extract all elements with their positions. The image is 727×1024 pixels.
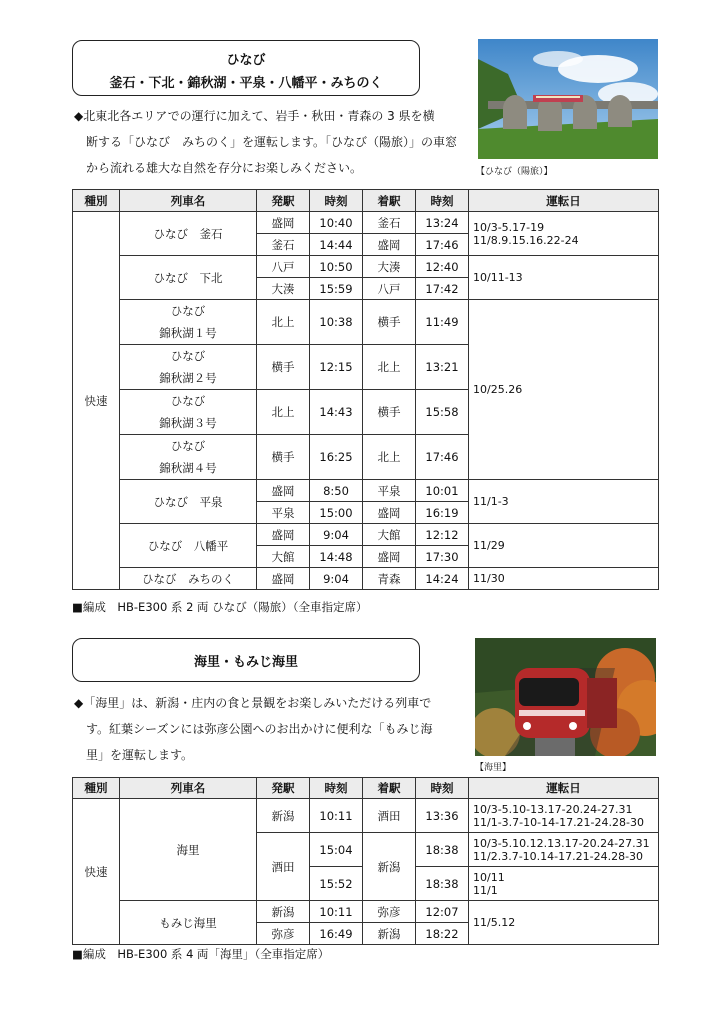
kairi-intro	[74, 690, 432, 768]
arr-time: 17:46	[416, 435, 469, 480]
dep-station: 北上	[257, 390, 310, 435]
days-line: 11/8.9.15.16.22-24	[473, 233, 579, 247]
header-dep-time: 時刻	[310, 778, 363, 799]
header-type: 種別	[73, 778, 120, 799]
arr-station: 酒田	[363, 799, 416, 833]
train-name: ひなび 八幡平	[120, 524, 257, 568]
days-line: 10/3-5.10-13.17-20.24-27.31	[473, 802, 633, 816]
intro-line: ◆北東北各エリアでの運行に加えて、岩手・秋田・青森の 3 県を横	[74, 109, 435, 123]
arr-time: 18:22	[416, 923, 469, 945]
operating-days: 10/11-13	[469, 256, 659, 300]
kairi-photo-caption: 【海里】	[475, 763, 512, 773]
hinabi-title-box	[72, 40, 420, 96]
dep-station: 弥彦	[257, 923, 310, 945]
train-name: もみじ海里	[120, 901, 257, 945]
train-name-line: 錦秋湖１号	[159, 326, 217, 340]
arr-station: 新潟	[363, 833, 416, 901]
dep-station: 新潟	[257, 799, 310, 833]
arr-station: 青森	[363, 568, 416, 590]
days-line: 10/11	[473, 870, 505, 884]
train-name	[120, 435, 257, 480]
hinabi-photo-caption: 【ひなび（陽旅）】	[476, 167, 553, 177]
dep-time: 9:04	[310, 568, 363, 590]
header-arr: 着駅	[363, 190, 416, 212]
operating-days: 11/1-3	[469, 480, 659, 524]
dep-time: 14:48	[310, 546, 363, 568]
train-name: 海里	[120, 799, 257, 901]
header-type: 種別	[73, 190, 120, 212]
train-name: ひなび みちのく	[120, 568, 257, 590]
kairi-title: 海里・もみじ海里	[193, 655, 298, 670]
dep-time: 16:49	[310, 923, 363, 945]
dep-station: 新潟	[257, 901, 310, 923]
header-arr: 着駅	[363, 778, 416, 799]
train-name: ひなび 平泉	[120, 480, 257, 524]
arr-station: 大館	[363, 524, 416, 546]
header-dep: 発駅	[257, 778, 310, 799]
hinabi-intro	[74, 103, 457, 181]
arr-time: 17:42	[416, 278, 469, 300]
train-name-line: 錦秋湖４号	[159, 461, 217, 475]
dep-time: 10:11	[310, 901, 363, 923]
header-arr-time: 時刻	[416, 778, 469, 799]
header-train-name: 列車名	[120, 190, 257, 212]
arr-time: 13:36	[416, 799, 469, 833]
kairi-formation-note: ■編成 HB-E300 系 4 両「海里」（全車指定席）	[72, 947, 330, 961]
arr-station: 平泉	[363, 480, 416, 502]
type-cell: 快速	[73, 799, 120, 945]
arr-time: 16:19	[416, 502, 469, 524]
train-name-line: 錦秋湖３号	[159, 416, 217, 430]
arr-time: 11:49	[416, 300, 469, 345]
arr-time: 17:30	[416, 546, 469, 568]
dep-time: 15:00	[310, 502, 363, 524]
dep-time: 9:04	[310, 524, 363, 546]
dep-time: 15:52	[310, 867, 363, 901]
hinabi-subtitle: 釜石・下北・錦秋湖・平泉・八幡平・みちのく	[109, 76, 383, 91]
train-name-line: ひなび	[170, 394, 206, 408]
hinabi-formation-note: ■編成 HB-E300 系 2 両 ひなび（陽旅）（全車指定席）	[72, 600, 368, 614]
arr-station: 横手	[363, 390, 416, 435]
type-cell: 快速	[73, 212, 120, 590]
arr-station: 八戸	[363, 278, 416, 300]
arr-station: 横手	[363, 300, 416, 345]
train-name-line: ひなび	[170, 349, 206, 363]
dep-station: 大館	[257, 546, 310, 568]
days-line: 10/3-5.10.12.13.17-20.24-27.31	[473, 836, 650, 850]
operating-days	[469, 212, 659, 256]
dep-station: 盛岡	[257, 568, 310, 590]
train-name: ひなび 釜石	[120, 212, 257, 256]
dep-station: 酒田	[257, 833, 310, 901]
dep-station: 平泉	[257, 502, 310, 524]
intro-line: ◆「海里」は、新潟・庄内の食と景観をお楽しみいただける列車で	[74, 696, 432, 710]
header-days: 運転日	[469, 190, 659, 212]
train-name-line: ひなび	[170, 439, 206, 453]
dep-station: 大湊	[257, 278, 310, 300]
train-name-line: 錦秋湖２号	[159, 371, 217, 385]
arr-station: 盛岡	[363, 502, 416, 524]
dep-station: 横手	[257, 345, 310, 390]
dep-station: 北上	[257, 300, 310, 345]
dep-time: 10:38	[310, 300, 363, 345]
arr-station: 盛岡	[363, 234, 416, 256]
arr-time: 15:58	[416, 390, 469, 435]
hinabi-title: ひなび	[226, 53, 266, 68]
dep-time: 14:43	[310, 390, 363, 435]
dep-time: 16:25	[310, 435, 363, 480]
dep-station: 盛岡	[257, 480, 310, 502]
arr-time: 13:21	[416, 345, 469, 390]
train-name-line: ひなび	[170, 304, 206, 318]
days-line: 10/3-5.17-19	[473, 220, 545, 234]
train-name	[120, 300, 257, 345]
train-name: ひなび 下北	[120, 256, 257, 300]
dep-time: 15:59	[310, 278, 363, 300]
days-line: 11/1	[473, 883, 498, 897]
dep-time: 10:50	[310, 256, 363, 278]
operating-days	[469, 799, 659, 833]
arr-time: 18:38	[416, 867, 469, 901]
train-name	[120, 390, 257, 435]
arr-station: 弥彦	[363, 901, 416, 923]
arr-station: 北上	[363, 435, 416, 480]
kairi-title-box	[72, 638, 420, 682]
arr-time: 18:38	[416, 833, 469, 867]
arr-time: 10:01	[416, 480, 469, 502]
arr-time: 12:40	[416, 256, 469, 278]
operating-days: 11/29	[469, 524, 659, 568]
train-name	[120, 345, 257, 390]
intro-line: す。紅葉シーズンには弥彦公園へのお出かけに便利な「もみじ海	[86, 722, 433, 736]
dep-time: 10:40	[310, 212, 363, 234]
hinabi-photo	[478, 39, 658, 159]
dep-station: 盛岡	[257, 524, 310, 546]
arr-station: 大湊	[363, 256, 416, 278]
intro-line: から流れる雄大な自然を存分にお楽しみください。	[86, 161, 363, 175]
days-line: 11/1-3.7-10-14-17.21-24.28-30	[473, 815, 644, 829]
arr-time: 12:07	[416, 901, 469, 923]
operating-days: 11/5.12	[469, 901, 659, 945]
dep-station: 盛岡	[257, 212, 310, 234]
header-arr-time: 時刻	[416, 190, 469, 212]
intro-line: 断する「ひなび みちのく」を運転します。「ひなび（陽旅）」の車窓	[86, 135, 458, 149]
dep-station: 釜石	[257, 234, 310, 256]
dep-time: 10:11	[310, 799, 363, 833]
kairi-timetable	[72, 777, 659, 945]
header-dep: 発駅	[257, 190, 310, 212]
arr-station: 新潟	[363, 923, 416, 945]
header-train-name: 列車名	[120, 778, 257, 799]
arr-time: 14:24	[416, 568, 469, 590]
operating-days	[469, 867, 659, 901]
dep-station: 八戸	[257, 256, 310, 278]
intro-line: 里」を運転します。	[86, 748, 194, 762]
dep-time: 14:44	[310, 234, 363, 256]
kairi-photo	[475, 638, 656, 756]
dep-station: 横手	[257, 435, 310, 480]
arr-station: 釜石	[363, 212, 416, 234]
operating-days: 11/30	[469, 568, 659, 590]
arr-station: 北上	[363, 345, 416, 390]
arr-time: 17:46	[416, 234, 469, 256]
dep-time: 8:50	[310, 480, 363, 502]
arr-time: 12:12	[416, 524, 469, 546]
operating-days	[469, 833, 659, 867]
operating-days: 10/25.26	[469, 300, 659, 480]
header-days: 運転日	[469, 778, 659, 799]
arr-station: 盛岡	[363, 546, 416, 568]
arr-time: 13:24	[416, 212, 469, 234]
header-dep-time: 時刻	[310, 190, 363, 212]
hinabi-timetable	[72, 189, 659, 590]
days-line: 11/2.3.7-10.14-17.21-24.28-30	[473, 849, 644, 863]
dep-time: 15:04	[310, 833, 363, 867]
dep-time: 12:15	[310, 345, 363, 390]
